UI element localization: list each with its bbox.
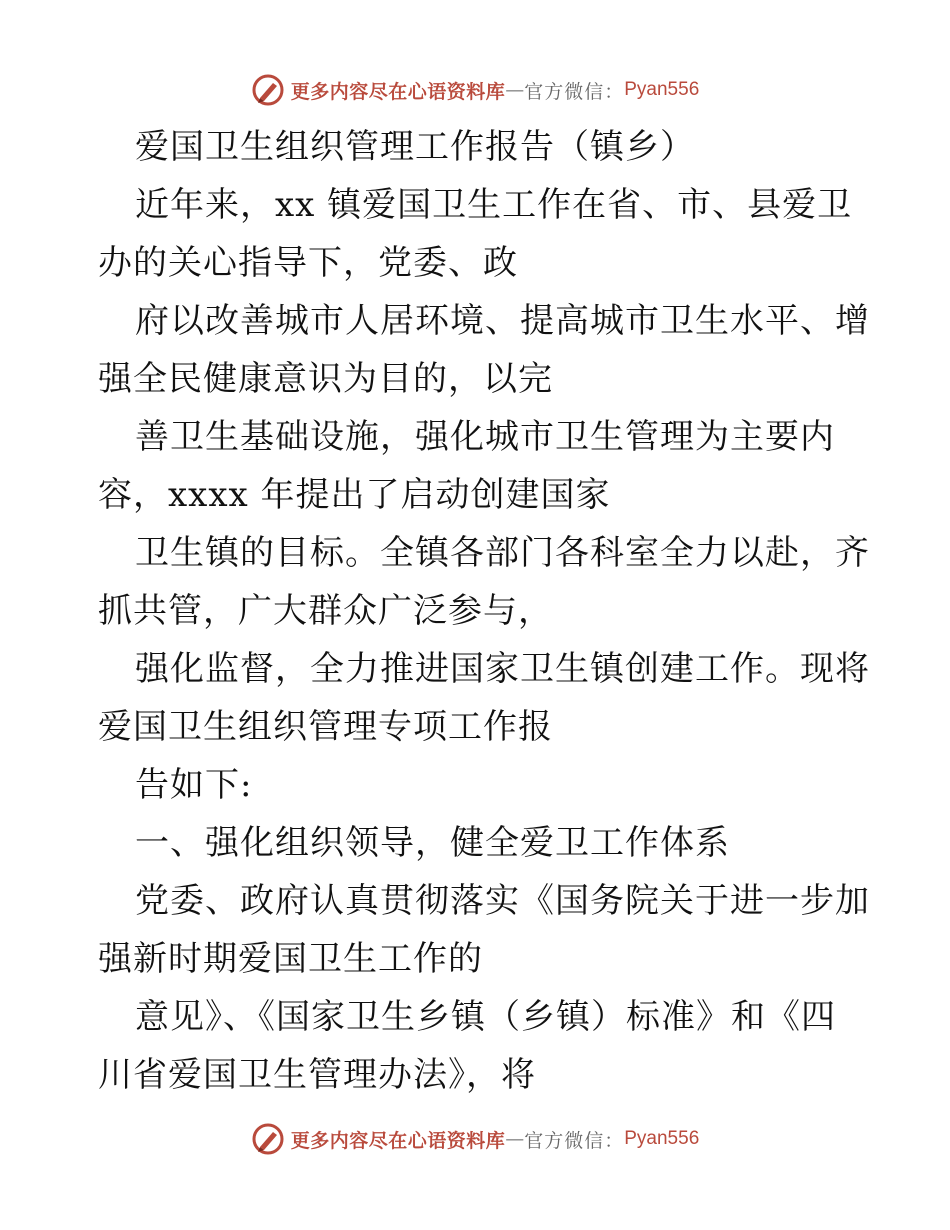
watermark-header — [0, 70, 950, 110]
paragraph-line: 容，xxxx 年提出了启动创建国家 — [98, 475, 611, 515]
watermark-footer — [0, 1119, 950, 1159]
paragraph-line: 卫生镇的目标。全镇各部门各科室全力以赴，齐 — [135, 533, 870, 573]
pen-logo-icon — [251, 1122, 285, 1156]
paragraph-line: 党委、政府认真贯彻落实《国务院关于进一步加 — [135, 881, 870, 921]
paragraph-line: 抓共管，广大群众广泛参与， — [98, 591, 553, 631]
watermark-site: 更多内容尽在心语资料库 — [290, 1129, 506, 1152]
paragraph-line: 强化监督，全力推进国家卫生镇创建工作。现将 — [135, 649, 870, 689]
paragraph-line: 爱国卫生组织管理专项工作报 — [98, 707, 553, 747]
watermark-label: 官方微信： — [524, 80, 625, 103]
watermark-wechat-id: Pyan556 — [624, 1128, 700, 1149]
pen-logo-icon — [251, 73, 285, 107]
paragraph-line: 近年来，xx 镇爱国卫生工作在省、市、县爱卫 — [135, 185, 853, 225]
watermark-site: 更多内容尽在心语资料库 — [290, 80, 506, 103]
paragraph-line: 告如下: — [135, 765, 253, 805]
watermark-text — [291, 77, 700, 104]
paragraph-line: 强新时期爱国卫生工作的 — [98, 939, 483, 979]
paragraph-line: 善卫生基础设施，强化城市卫生管理为主要内 — [135, 417, 835, 457]
paragraph-line: 川省爱国卫生管理办法》，将 — [98, 1055, 536, 1095]
watermark-label: 官方微信： — [524, 1129, 625, 1152]
paragraph-line: 意见》、《国家卫生乡镇（乡镇）标准》和《四 — [135, 997, 836, 1037]
watermark-text — [291, 1126, 700, 1153]
document-title: 爱国卫生组织管理工作报告（镇乡） — [135, 127, 695, 167]
paragraph-line: 府以改善城市人居环境、提高城市卫生水平、增 — [135, 301, 870, 341]
watermark-separator: — — [505, 79, 525, 101]
section-heading: 一、强化组织领导，健全爱卫工作体系 — [135, 823, 730, 863]
paragraph-line: 强全民健康意识为目的，以完 — [98, 359, 553, 399]
watermark-separator: — — [505, 1128, 525, 1150]
watermark-wechat-id: Pyan556 — [624, 79, 700, 100]
document-body — [98, 118, 870, 1104]
paragraph-line: 办的关心指导下，党委、政 — [98, 243, 518, 283]
